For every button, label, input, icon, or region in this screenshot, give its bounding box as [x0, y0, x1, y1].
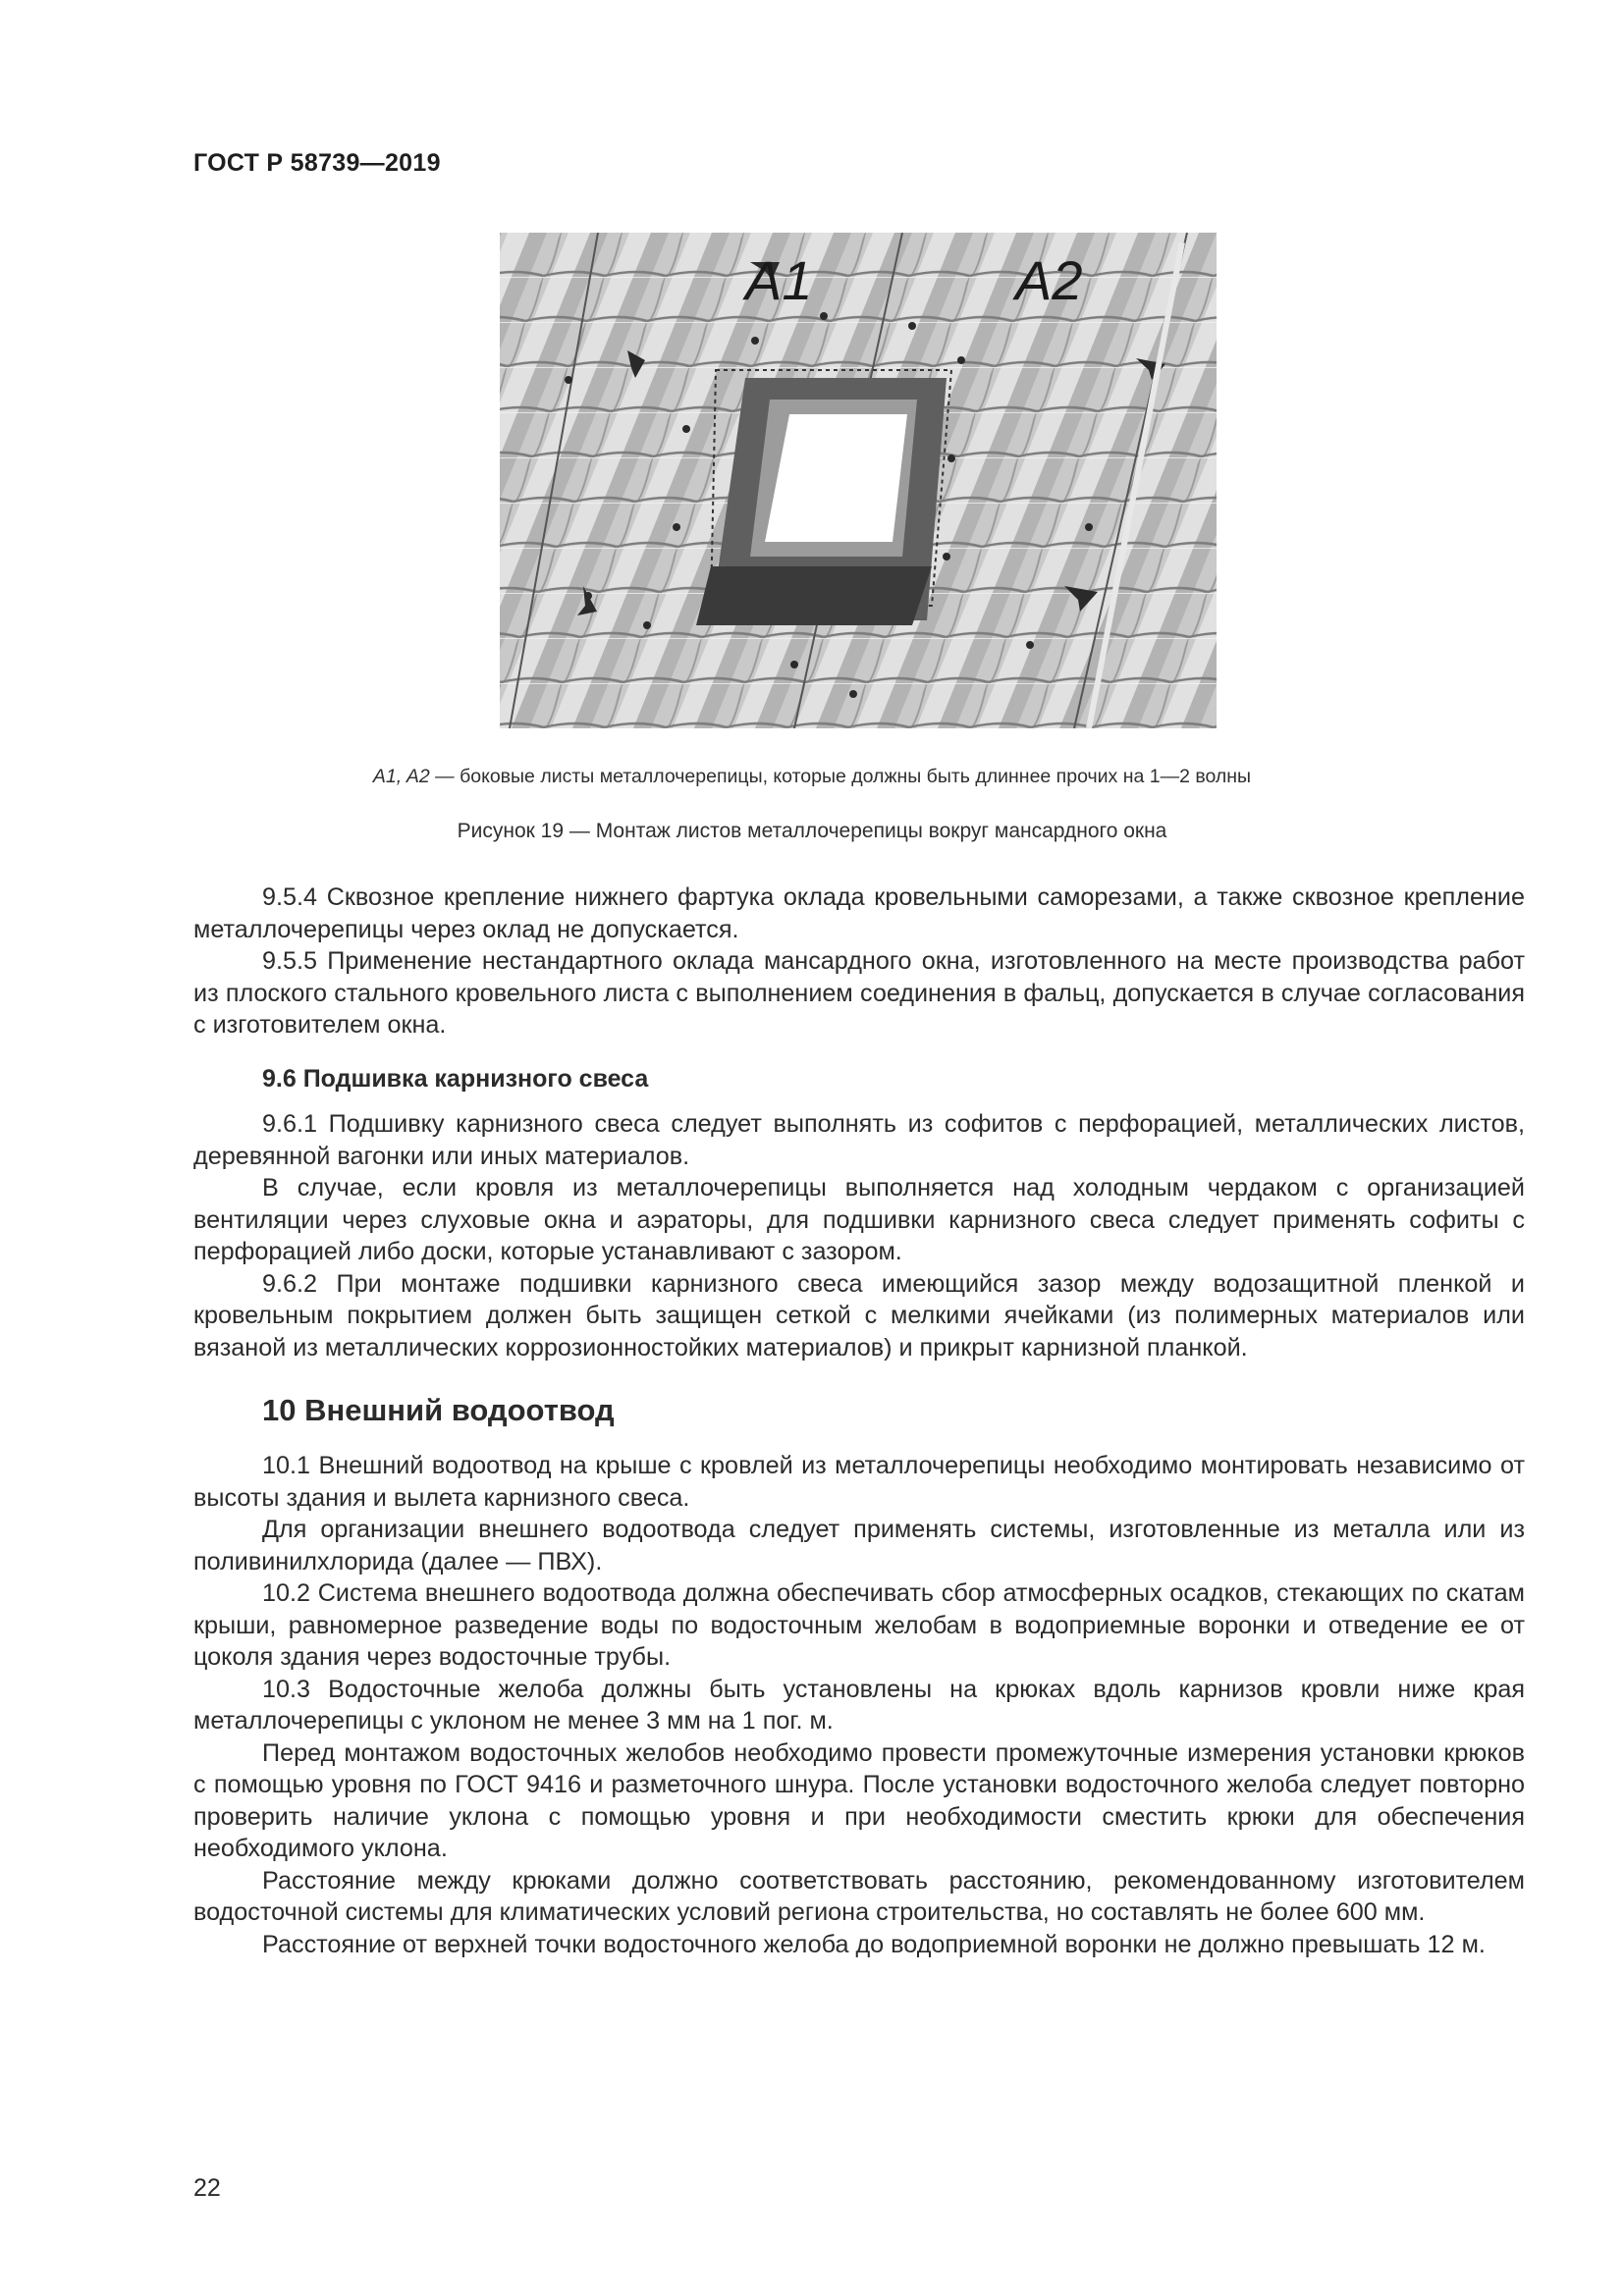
legend-text: — боковые листы металлочерепицы, которые должны быть длиннее прочих на 1—2 волны — [429, 766, 1252, 787]
page-number: 22 — [193, 2174, 221, 2202]
paragraph-10-3-cont: Перед монтажом водосточных желобов необходимо провести промежуточные измерения установки крюков с помощью уровня по ГОСТ 9416 и разметочного шнура. После установки водосточного желоба следует повторно проверить наличие уклона с помощью уровня и при необходимости сместить крюки для обеспечения необходимого уклона. — [193, 1738, 1525, 1862]
label-a1: A1 — [745, 249, 813, 311]
paragraph-10-1-cont: Для организации внешнего водоотвода следует применять системы, изготовленные из металла или из поливинилхлорида (далее — ПВХ). — [193, 1516, 1525, 1575]
roof-window-illustration — [500, 233, 1217, 728]
subsection-heading-9-6: 9.6 Подшивка карнизного свеса — [262, 1064, 649, 1093]
paragraph-10-1: 10.1 Внешний водоотвод на крыше с кровлей из металлочерепицы необходимо монтировать независимо от высоты здания и вылета карнизного свеса. — [193, 1452, 1525, 1512]
paragraph-10-3-max: Расстояние от верхней точки водосточного желоба до водоприемной воронки не должно превышать 12 м. — [262, 1930, 1486, 1958]
paragraph-9-6-1: 9.6.1 Подшивку карнизного свеса следует выполнять из софитов с перфорацией, металлических листов, деревянной вагонки или иных материалов. — [193, 1110, 1525, 1170]
section-heading-10: 10 Внешний водоотвод — [262, 1393, 615, 1427]
paragraph-9-5-4: 9.5.4 Сквозное крепление нижнего фартука оклада кровельными саморезами, а также сквозное крепление металлочерепицы через оклад не допускается. — [193, 883, 1525, 943]
document-code: ГОСТ Р 58739—2019 — [193, 149, 441, 177]
figure-legend — [0, 766, 1624, 788]
document-body — [193, 881, 1525, 1960]
label-a2: A2 — [1015, 249, 1083, 311]
legend-symbols: A1, A2 — [372, 766, 430, 787]
paragraph-10-2: 10.2 Система внешнего водоотвода должна обеспечивать сбор атмосферных осадков, стекающих по скатам крыши, равномерное разведение воды по водосточным желобам в водоприемные воронки и отведение ее от цоколя здания через водосточные трубы. — [193, 1579, 1525, 1671]
figure-caption: Рисунок 19 — Монтаж листов металлочерепицы вокруг мансардного окна — [457, 820, 1167, 842]
paragraph-9-6-1-cont: В случае, если кровля из металлочерепицы выполняется над холодным чердаком с организацией вентиляции через слуховые окна и аэраторы, для подшивки карнизного свеса следует применять софиты с перфорацией либо доски, которые устанавливают с зазором. — [193, 1174, 1525, 1265]
paragraph-9-6-2: 9.6.2 При монтаже подшивки карнизного свеса имеющийся зазор между водозащитной пленкой и кровельным покрытием должен быть защищен сеткой с мелкими ячейками (из полимерных материалов или вязаной из металлических коррозионностойких материалов) и прикрыт карнизной планкой. — [193, 1269, 1525, 1362]
paragraph-9-5-5: 9.5.5 Применение нестандартного оклада мансардного окна, изготовленного на месте производства работ из плоского стального кровельного листа с выполнением соединения в фальц, допускается в случае согласования с изготовителем окна. — [193, 947, 1525, 1039]
paragraph-10-3: 10.3 Водосточные желоба должны быть установлены на крюках вдоль карнизов кровли ниже края металлочерепицы с уклоном не менее 3 мм на 1 пог. м. — [193, 1675, 1525, 1735]
paragraph-10-3-distance: Расстояние между крюками должно соответствовать расстоянию, рекомендованному изготовителем водосточной системы для климатических условий региона строительства, но составлять не более 600 мм. — [193, 1866, 1525, 1926]
